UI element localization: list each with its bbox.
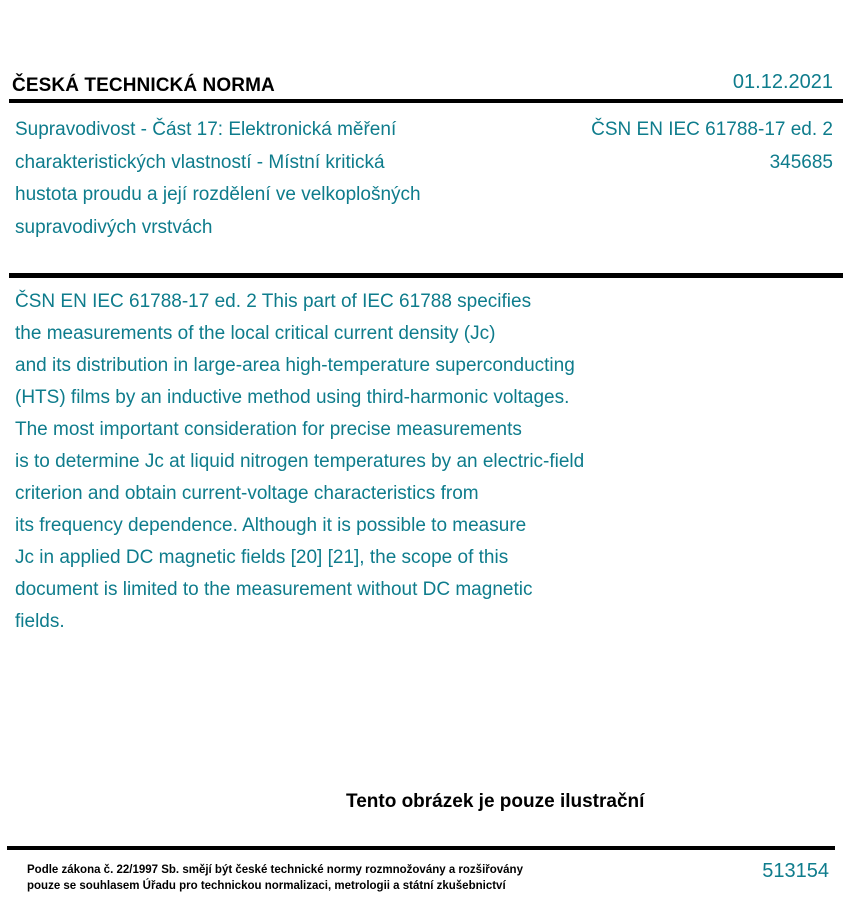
standard-number: ČSN EN IEC 61788-17 ed. 2	[591, 119, 833, 140]
standard-info	[533, 114, 833, 179]
abstract-line: document is limited to the measurement without DC magnetic	[15, 579, 533, 600]
abstract-line: the measurements of the local critical current density (Jc)	[15, 323, 496, 344]
footer-divider	[7, 846, 835, 850]
footer-code: 513154	[762, 860, 829, 882]
document-title-line: hustota proudu a její rozdělení ve velkoplošných	[15, 184, 421, 205]
document-title-line: Supravodivost - Část 17: Elektronická měření	[15, 119, 397, 140]
abstract-line: ČSN EN IEC 61788-17 ed. 2 This part of IEC 61788 specifies	[15, 291, 532, 312]
abstract-line: The most important consideration for precise measurements	[15, 419, 522, 440]
header-title: ČESKÁ TECHNICKÁ NORMA	[12, 75, 275, 96]
title-divider	[9, 273, 843, 278]
illustration-note: Tento obrázek je pouze ilustrační	[346, 791, 645, 812]
document-title-line: supravodivých vrstvách	[15, 216, 213, 238]
document-title	[15, 114, 535, 244]
legal-notice-line: Podle zákona č. 22/1997 Sb. smějí být české technické normy rozmnožovány a rozšiřovány	[27, 864, 523, 876]
abstract-line: (HTS) films by an inductive method using third-harmonic voltages.	[15, 387, 570, 408]
abstract-line: fields.	[15, 611, 65, 632]
legal-notice	[27, 863, 523, 894]
publication-date: 01.12.2021	[732, 71, 833, 93]
abstract-line: is to determine Jc at liquid nitrogen temperatures by an electric-field	[15, 451, 585, 472]
abstract	[15, 286, 584, 638]
abstract-line: criterion and obtain current-voltage characteristics from	[15, 483, 479, 504]
catalog-number: 345685	[769, 151, 833, 173]
abstract-line: and its distribution in large-area high-temperature superconducting	[15, 355, 575, 376]
abstract-line: its frequency dependence. Although it is possible to measure	[15, 515, 527, 536]
header-divider	[9, 99, 843, 103]
legal-notice-line: pouze se souhlasem Úřadu pro technickou normalizaci, metrologii a státní zkušebnictví	[27, 879, 506, 892]
document-title-line: charakteristických vlastností - Místní kritická	[15, 151, 385, 173]
abstract-line: Jc in applied DC magnetic fields [20] [21], the scope of this	[15, 547, 509, 568]
